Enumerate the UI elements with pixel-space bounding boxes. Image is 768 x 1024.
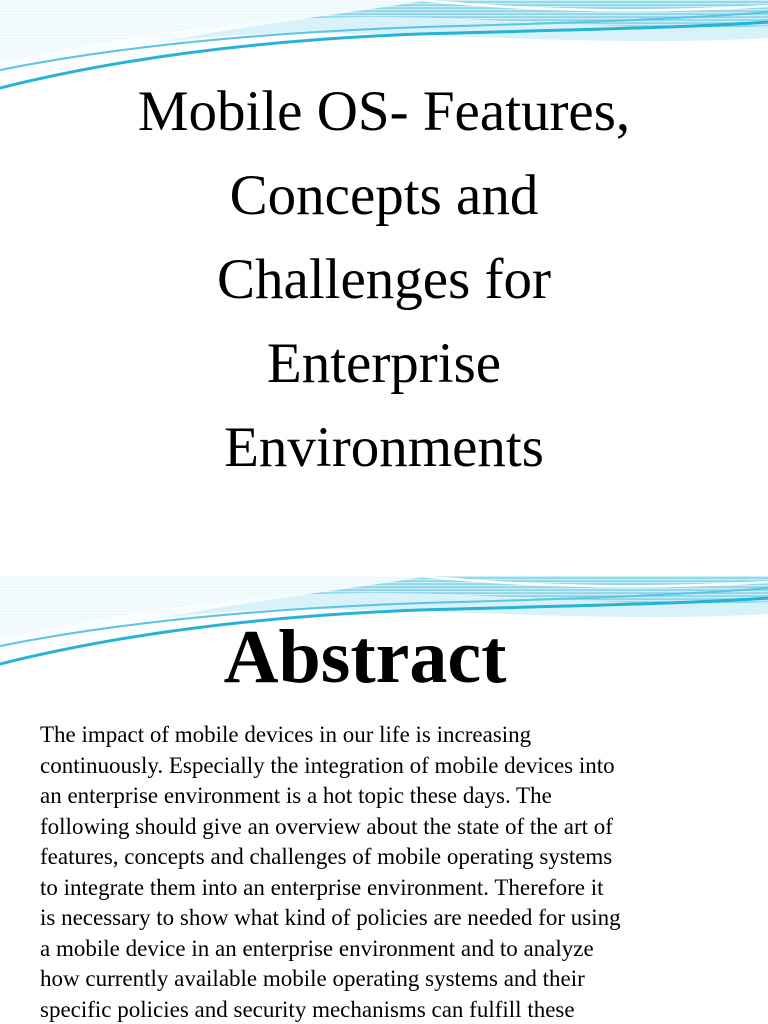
body-line: how currently available mobile operating systems and their [40, 966, 585, 991]
body-line: specific policies and security mechanisms can fulfill these [40, 996, 575, 1022]
slide-title [0, 70, 768, 490]
title-line: Enterprise [266, 332, 502, 395]
body-line: a mobile device in an enterprise environment and to analyze [40, 935, 594, 961]
body-line: features, concepts and challenges of mobile operating systems [40, 844, 613, 869]
title-line: Environments [224, 416, 544, 479]
title-line: Challenges for [217, 248, 551, 311]
body-line: The impact of mobile devices in our life is increasing [40, 722, 532, 747]
body-line: an enterprise environment is a hot topic these days. The [40, 783, 552, 808]
body-line: continuously. Especially the integration of mobile devices into [40, 752, 615, 778]
abstract-slide [0, 576, 768, 1024]
abstract-heading: Abstract [223, 615, 507, 699]
title-line: Mobile OS- Features, [137, 80, 631, 143]
title-line: Concepts and [229, 164, 539, 227]
body-line: to integrate them into an enterprise environment. Therefore it [40, 874, 604, 900]
abstract-body [40, 720, 740, 1024]
body-line: following should give an overview about the state of the art of [40, 813, 613, 839]
body-line: is necessary to show what kind of policies are needed for using [40, 905, 621, 930]
